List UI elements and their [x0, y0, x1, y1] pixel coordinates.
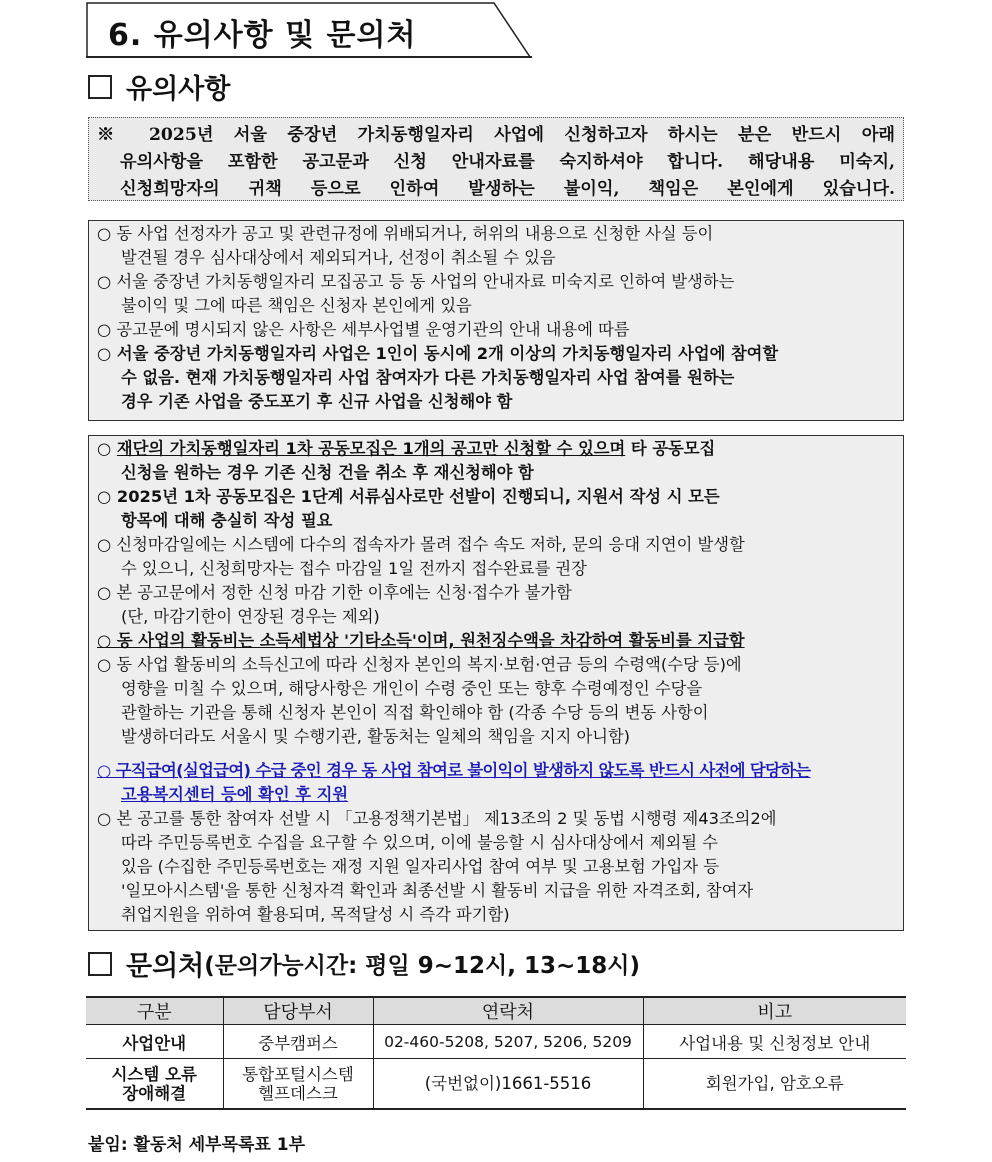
cell-remarks: 사업내용 및 신청정보 안내	[643, 1025, 906, 1059]
table-row	[86, 1059, 906, 1110]
notice-line: 신청희망자의 귀책 등으로 인하여 발생하는 불이익, 책임은 본인에게 있습니다.	[120, 179, 895, 199]
contact-heading-title: 문의처	[126, 951, 205, 982]
note-line: ○ 공고문에 명시되지 않은 사항은 세부사업별 운영기관의 안내 내용에 따름	[97, 320, 630, 339]
note-line: 따라 주민등록번호 수집을 요구할 수 있으며, 이에 불응할 시 심사대상에서 제외될 수	[121, 833, 718, 852]
note-line: '일모아시스템'을 통한 신청자격 확인과 최종선발 시 활동비 지급을 위한 자격조회, 참여자	[121, 881, 754, 900]
note-underlined: 재단의 가치동행일자리 1차 공동모집은 1개의 공고만 신청할 수 있으며	[116, 439, 626, 458]
cell-category-line: 시스템 오류	[111, 1064, 197, 1084]
note-line: ○ 본 공고문에서 정한 신청 마감 기한 이후에는 신청·접수가 불가함	[97, 583, 572, 602]
table-header-row	[86, 997, 906, 1025]
note-line: 불이익 및 그에 따른 책임은 신청자 본인에게 있음	[121, 296, 472, 315]
note-line: ○ 동 사업의 활동비는 소득세법상 '기타소득'이며, 원천징수액을 차감하여 활동비를 지급함	[97, 631, 745, 650]
cell-phone[interactable]: 02-460-5208, 5207, 5206, 5209	[373, 1025, 643, 1059]
header-department: 담당부서	[223, 997, 373, 1025]
note-line: ○ 서울 중장년 가치동행일자리 사업은 1인이 동시에 2개 이상의 가치동행일자리 사업에 참여할	[97, 344, 779, 363]
header-remarks: 비고	[643, 997, 906, 1025]
note-line: 영향을 미칠 수 있으며, 해당사항은 개인이 수령 중인 또는 향후 수령예정인 수당을	[121, 679, 703, 698]
contact-heading-hours: (문의가능시간: 평일 9~12시, 13~18시)	[204, 953, 640, 979]
cell-department	[223, 1059, 373, 1110]
section-title-tab	[86, 2, 532, 56]
notes-heading-title: 유의사항	[126, 74, 231, 105]
note-line: 경우 기존 사업을 중도포기 후 신규 사업을 신청해야 함	[121, 392, 513, 411]
checkbox-square-icon	[88, 75, 112, 99]
contact-heading	[88, 944, 640, 983]
note-text: 타 공동모집	[625, 439, 716, 458]
note-line: 발생하더라도 서울시 및 수행기관, 활동처는 일체의 책임을 지지 아니함)	[121, 727, 631, 746]
note-line-highlight: ○ 구직급여(실업급여) 수급 중인 경우 동 사업 참여로 불이익이 발생하지 않도록 반드시 사전에 담당하는	[97, 761, 811, 780]
bullet: ○	[97, 439, 117, 458]
note-line: ○ 동 사업 활동비의 소득신고에 따라 신청자 본인의 복지·보험·연금 등의 수령액(수당 등)에	[97, 655, 742, 674]
cell-category	[86, 1059, 223, 1110]
note-line: ○ 2025년 1차 공동모집은 1단계 서류심사로만 선발이 진행되니, 지원서 작성 시 모든	[97, 487, 720, 506]
notice-line: ※ 2025년 서울 중장년 가치동행일자리 사업에 신청하고자 하시는 분은 반드시 아래	[97, 125, 895, 145]
contact-table	[86, 996, 906, 1110]
note-line: 발견될 경우 심사대상에서 제외되거나, 선정이 취소될 수 있음	[121, 248, 556, 267]
note-line: 항목에 대해 충실히 작성 필요	[121, 511, 333, 530]
cell-category: 사업안내	[86, 1025, 223, 1059]
notes-box-general	[88, 220, 904, 421]
note-line: 있음 (수집한 주민등록번호는 재정 지원 일자리사업 참여 여부 및 고용보험 가입자 등	[121, 857, 720, 876]
note-line: (단, 마감기한이 연장된 경우는 제외)	[121, 607, 380, 626]
note-line-highlight: 고용복지센터 등에 확인 후 지원	[121, 785, 349, 804]
note-line: 취업지원을 위하여 활용되며, 목적달성 시 즉각 파기함)	[121, 905, 510, 924]
note-line: ○ 본 공고를 통한 참여자 선발 시 「고용정책기본법」 제13조의 2 및 동법 시행령 제43조의2에	[97, 809, 777, 828]
attachment-note: 붙임: 활동처 세부목록표 1부	[88, 1135, 306, 1155]
cell-department: 중부캠퍼스	[223, 1025, 373, 1059]
cell-department-line: 통합포털시스템	[242, 1064, 354, 1084]
note-line: 관할하는 기관을 통해 신청자 본인이 직접 확인해야 함 (각종 수당 등의 변동 사항이	[121, 703, 709, 722]
table-row	[86, 1025, 906, 1059]
checkbox-square-icon	[88, 952, 112, 976]
cell-phone[interactable]: (국번없이)1661-5516	[373, 1059, 643, 1110]
notice-box	[88, 117, 904, 201]
note-line: ○ 서울 중장년 가치동행일자리 모집공고 등 동 사업의 안내자료 미숙지로 인하여 발생하는	[97, 272, 735, 291]
header-category: 구분	[86, 997, 223, 1025]
note-line: ○ 신청마감일에는 시스템에 다수의 접속자가 몰려 접수 속도 저하, 문의 응대 지연이 발생할	[97, 535, 745, 554]
note-line	[97, 437, 897, 461]
cell-remarks: 회원가입, 암호오류	[643, 1059, 906, 1110]
note-line: 수 있으니, 신청희망자는 접수 마감일 1일 전까지 접수완료를 권장	[121, 559, 587, 578]
note-line: 수 없음. 현재 가치동행일자리 사업 참여자가 다른 가치동행일자리 사업 참여를 원하는	[121, 368, 735, 387]
cell-category-line: 장애해결	[122, 1083, 187, 1103]
note-line: 신청을 원하는 경우 기존 신청 건을 취소 후 재신청해야 함	[121, 463, 534, 482]
cell-department-line: 헬프데스크	[258, 1083, 338, 1103]
notes-heading	[88, 67, 230, 106]
notes-box-application	[88, 435, 904, 931]
notice-line: 유의사항을 포함한 공고문과 신청 안내자료를 숙지하셔야 합니다. 해당내용 미숙지,	[120, 152, 895, 172]
header-contact: 연락처	[373, 997, 643, 1025]
spacer	[97, 749, 897, 759]
section-title: 6. 유의사항 및 문의처	[108, 18, 417, 53]
note-line: ○ 동 사업 선정자가 공고 및 관련규정에 위배되거나, 허위의 내용으로 신청한 사실 등이	[97, 224, 714, 243]
